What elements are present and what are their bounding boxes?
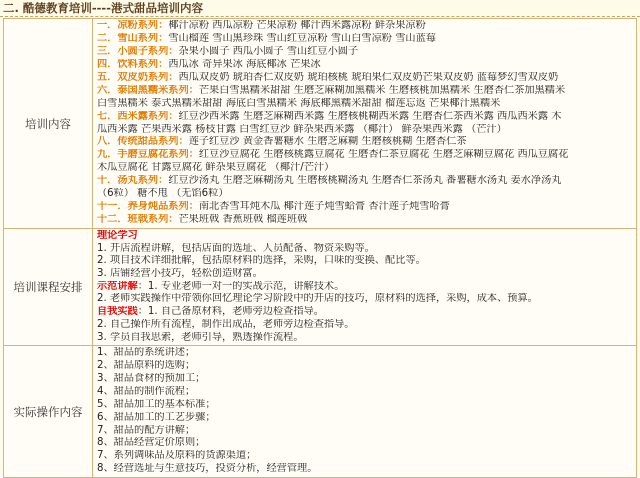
page-title: 二. 酷德教育培训----港式甜品培训内容 xyxy=(0,0,640,17)
content-line xyxy=(97,162,632,175)
section-items: 红豆沙西米露 生磨芝麻糊西米露 生磨核桃糊西米露 生磨杏仁茶西米露 西瓜西米露 木 xyxy=(178,110,562,122)
practice-row xyxy=(4,346,637,478)
training-table xyxy=(3,18,637,478)
content-line xyxy=(97,46,632,59)
schedule-row xyxy=(4,229,637,346)
schedule-text: 2. 自己操作所有流程，制作出成品，老师旁边检查指导。 xyxy=(97,318,355,330)
section-heading: 十一．养身炖品系列： xyxy=(97,201,199,213)
content-line xyxy=(97,33,632,46)
schedule-line xyxy=(97,281,632,294)
content-line xyxy=(97,124,632,137)
practice-cell xyxy=(93,346,637,478)
content-line xyxy=(97,20,632,33)
section-heading: 四．饮料系列： xyxy=(97,58,169,70)
schedule-text: ：1. 自己备原材料，老师旁边检查指导。 xyxy=(137,306,324,318)
section-heading: 十二．班戟系列： xyxy=(97,214,179,226)
section-heading: 七．西米露系列： xyxy=(97,110,179,122)
section-heading: 六．泰国黑糯米系列： xyxy=(97,84,199,96)
section-items: 瓜西米露 芒果西米露 杨枝甘露 白雪红豆沙 鲜杂果西米露 （椰汁） 鲜杂果西米露 （芒汁） xyxy=(97,123,507,135)
practice-item: 8、甜品经营定价原则； xyxy=(97,437,206,449)
section-items: 南北杏雪耳炖木瓜 椰汁莲子炖雪蛤膏 杏汁莲子炖雪哈膏 xyxy=(198,201,450,213)
section-items: 芒果班戟 香蕉班戟 榴莲班戟 xyxy=(178,214,308,226)
section-heading: 五．双皮奶系列： xyxy=(97,71,179,83)
section-items: 西瓜冰 奇异果冰 海底椰冰 芒果冰 xyxy=(168,58,321,70)
section-heading: 十．汤丸系列： xyxy=(97,175,169,187)
section-items: 莲子红豆沙 黄金香薯糖水 生磨芝麻糊 生磨核桃糊 生磨杏仁茶 xyxy=(188,136,467,148)
content-line xyxy=(97,188,632,201)
schedule-line xyxy=(97,319,632,332)
practice-item: 2、甜品原料的选购； xyxy=(97,360,196,372)
section-items: 红豆沙豆腐花 生磨核桃露豆腐花 生磨杏仁茶豆腐花 生磨芝麻糊豆腐花 西瓜豆腐花 xyxy=(198,149,569,161)
content-label: 培训内容 xyxy=(4,19,93,229)
schedule-line xyxy=(97,243,632,256)
section-items: 杂果小圆子 西瓜小圆子 雪山红豆小圆子 xyxy=(178,45,359,57)
schedule-cell xyxy=(93,229,637,346)
practice-item: 7、甜品的配方讲解； xyxy=(97,424,196,436)
content-row xyxy=(4,19,637,229)
section-heading: 八．传统甜品系列： xyxy=(97,136,189,148)
section-heading: 九．手磨豆腐花系列： xyxy=(97,149,199,161)
practice-item: 8、经营选址与生意技巧，投资分析，经营管理。 xyxy=(97,463,318,475)
schedule-text: ：1. 专业老师一对一的实战示范，讲解技术。 xyxy=(137,280,345,292)
practice-label: 实际操作内容 xyxy=(4,346,93,478)
schedule-line xyxy=(97,268,632,281)
content-line xyxy=(97,214,632,227)
schedule-line xyxy=(97,293,632,306)
content-line xyxy=(97,175,632,188)
schedule-label: 培训课程安排 xyxy=(4,229,93,346)
section-items: 芒果白雪黑糯米甜甜 生磨芝麻糊加黑糯米 生磨核桃加黑糯米 生磨杏仁茶加黑糯米 xyxy=(198,84,566,96)
schedule-heading: 自我实践 xyxy=(97,306,138,318)
section-items: 白雪黑糯米 泰式黑糯米甜甜 海底白雪黑糯米 海底椰黑糯米甜甜 榴莲忘返 芒果椰汁黑糯米 xyxy=(97,97,501,109)
content-line xyxy=(97,98,632,111)
schedule-heading: 理论学习 xyxy=(97,230,138,241)
schedule-line xyxy=(97,230,632,243)
schedule-line xyxy=(97,332,632,345)
practice-item: 3、甜品食材的预加工； xyxy=(97,372,206,384)
section-items: 红豆沙汤丸 生磨芝麻糊汤丸 生磨核桃糊汤丸 生磨杏仁茶汤丸 番薯糖水汤丸 姜水净汤丸 xyxy=(168,175,562,187)
section-items: （6粒） 糖不甩 （无馅6粒） xyxy=(97,188,229,200)
practice-item: 1、甜品的系统讲述； xyxy=(97,347,196,359)
content-line xyxy=(97,149,632,162)
content-cell xyxy=(93,19,637,229)
practice-item: 4、甜品的制作流程； xyxy=(97,385,196,397)
schedule-heading: 示范讲解 xyxy=(97,280,138,292)
schedule-text: 1. 开店流程讲解，包括店面的选址、人员配备、物资采购等。 xyxy=(97,242,375,254)
section-items: 雪山榴莲 雪山黑珍珠 雪山红豆凉粉 雪山白雪凉粉 雪山蓝莓 xyxy=(168,32,436,44)
content-line xyxy=(97,59,632,72)
content-line xyxy=(97,136,632,149)
section-heading: 二．雪山系列： xyxy=(97,32,169,44)
content-line xyxy=(97,85,632,98)
schedule-text: 3. 学员自我思索，老师引导，熟透操作流程。 xyxy=(97,331,304,343)
schedule-line xyxy=(97,255,632,268)
content-line xyxy=(97,201,632,214)
section-items: 椰汁凉粉 西瓜凉粉 芒果凉粉 椰汁西米露凉粉 鲜杂果凉粉 xyxy=(168,20,426,31)
content-line xyxy=(97,72,632,85)
section-items: 木瓜豆腐花 甘露豆腐花 鲜杂果豆腐花 （椰汁/芒汁） xyxy=(97,162,335,174)
section-items: 西瓜双皮奶 琥珀杏仁双皮奶 琥珀核桃 琥珀果仁双皮奶芒果双皮奶 蓝莓梦幻雪双皮奶 xyxy=(178,71,559,83)
schedule-text: 3. 店铺经营小技巧，轻松创造财富。 xyxy=(97,268,263,280)
schedule-text: 2. 老师实践操作中带领你回忆理论学习阶段中的开店的技巧，原材料的选择，采购，成本、预算。 xyxy=(97,293,538,305)
schedule-line xyxy=(97,306,632,319)
section-heading: 一．凉粉系列： xyxy=(97,20,169,31)
practice-item: 7、系列调味品及原料的货源渠道； xyxy=(97,450,257,462)
practice-item: 6、甜品加工的工艺步骤； xyxy=(97,411,216,423)
practice-item: 5、甜品加工的基本标准； xyxy=(97,398,216,410)
schedule-text: 2. 项目技术详细批解，包括原材料的选择，采购，口味的变换、配比等。 xyxy=(97,255,426,267)
section-heading: 三．小圆子系列： xyxy=(97,45,179,57)
content-line xyxy=(97,111,632,124)
